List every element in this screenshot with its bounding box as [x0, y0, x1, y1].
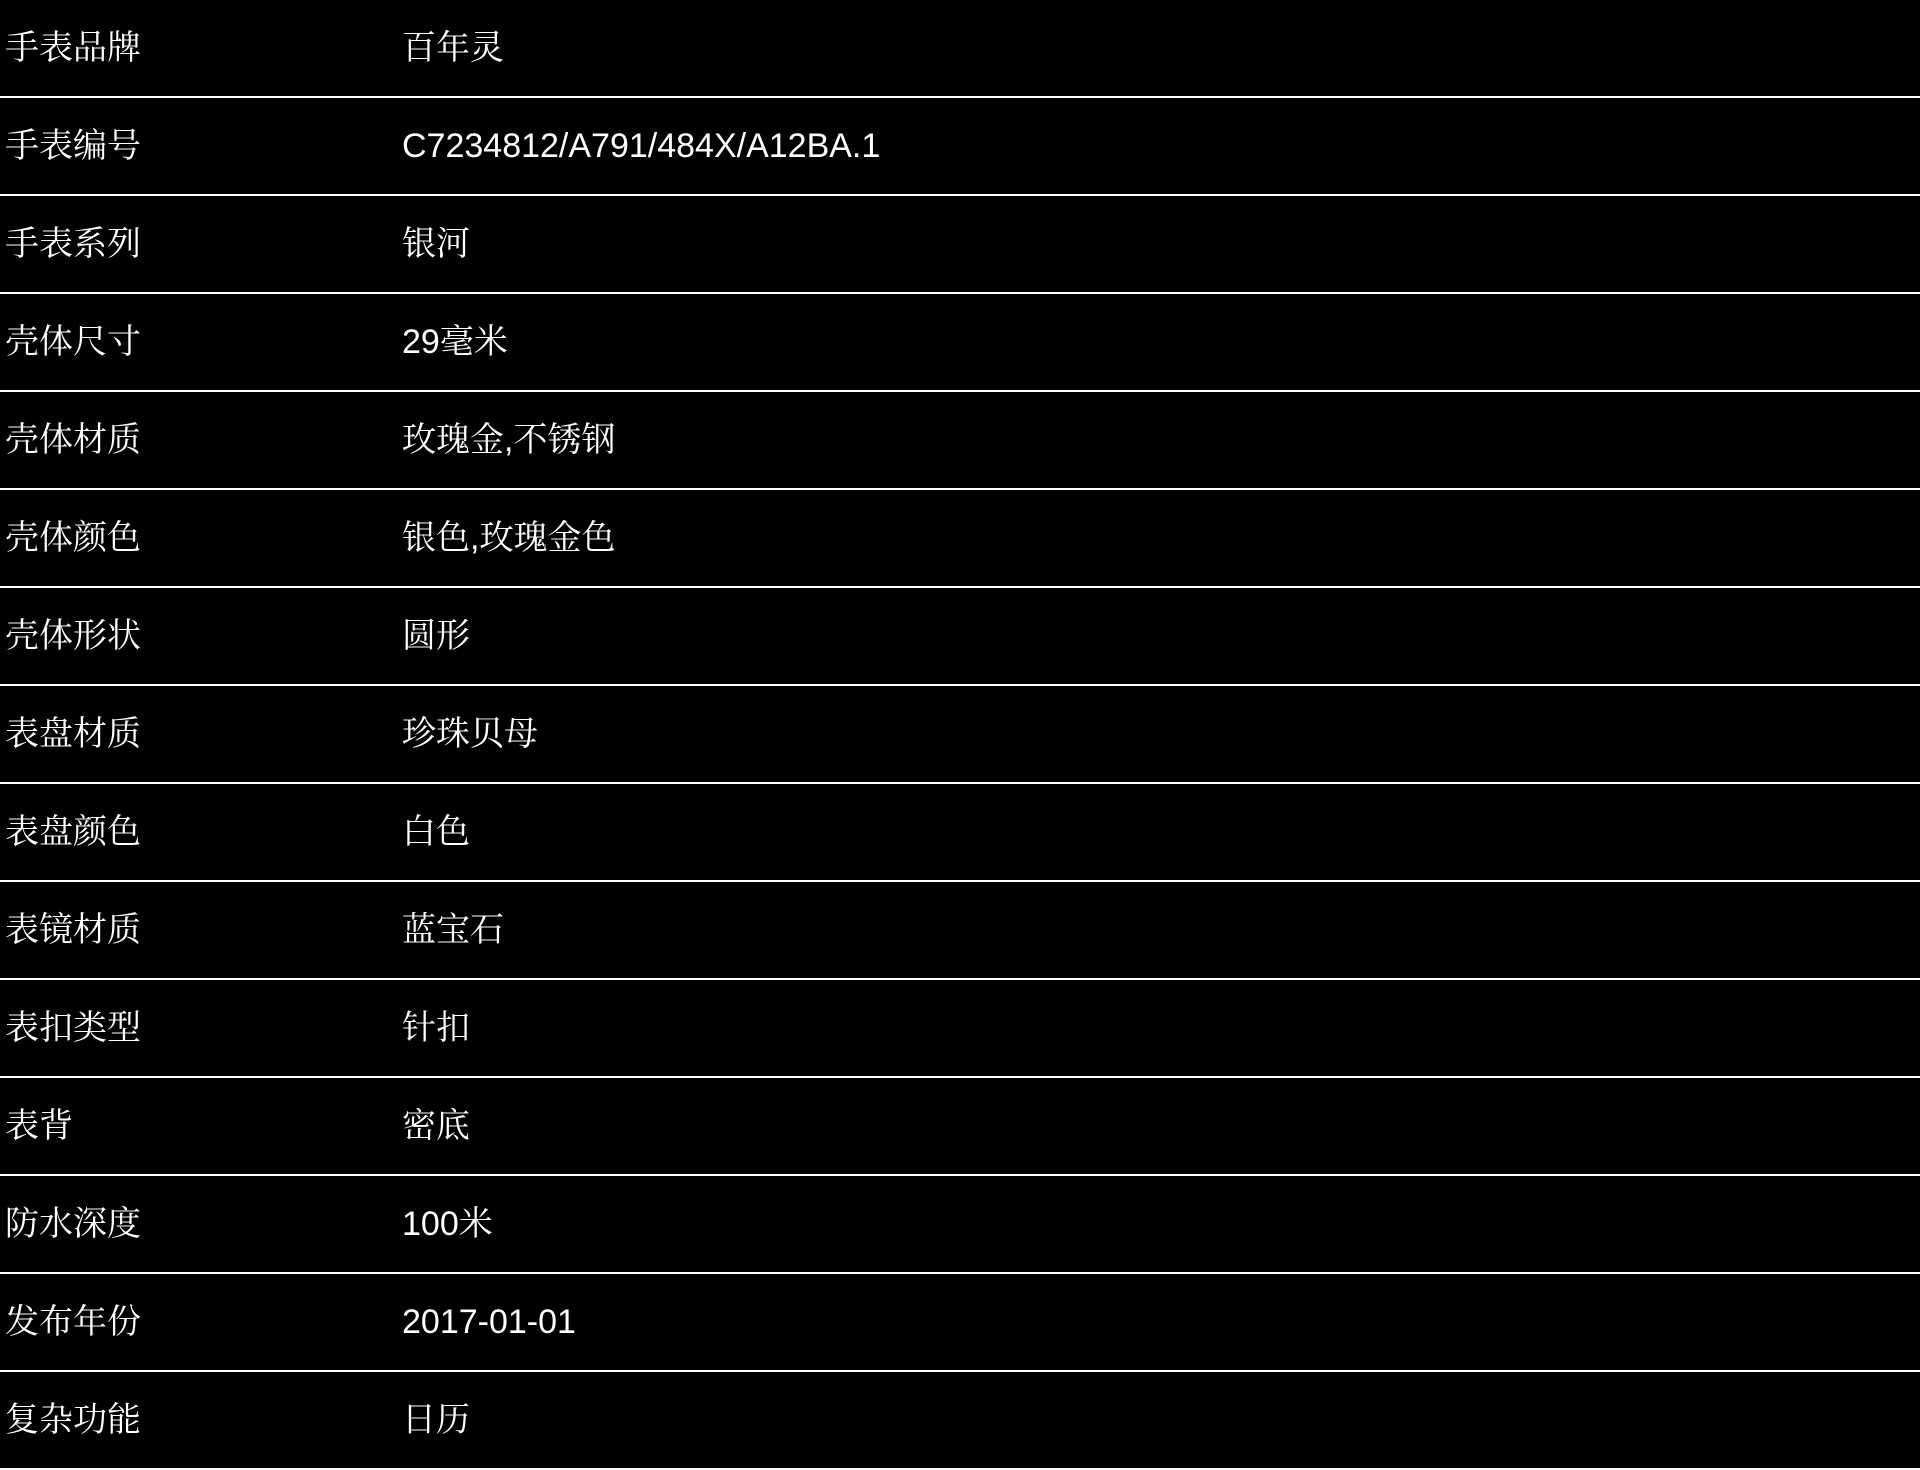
spec-value: 银河 — [402, 225, 470, 263]
spec-value: 100米 — [402, 1205, 493, 1243]
spec-label: 防水深度 — [5, 1205, 141, 1243]
spec-value: 日历 — [402, 1401, 470, 1439]
spec-label: 壳体尺寸 — [5, 323, 141, 361]
spec-label: 发布年份 — [5, 1303, 141, 1341]
spec-label: 壳体颜色 — [5, 519, 141, 557]
spec-label: 壳体材质 — [5, 421, 141, 459]
spec-row — [0, 588, 1920, 686]
spec-label: 表镜材质 — [5, 911, 141, 949]
spec-label: 表盘颜色 — [5, 813, 141, 851]
spec-row — [0, 294, 1920, 392]
spec-row — [0, 0, 1920, 98]
spec-row — [0, 980, 1920, 1078]
spec-row — [0, 1176, 1920, 1274]
spec-label: 表盘材质 — [5, 715, 141, 753]
spec-row — [0, 1372, 1920, 1470]
spec-row — [0, 686, 1920, 784]
spec-label: 壳体形状 — [5, 617, 141, 655]
spec-row — [0, 784, 1920, 882]
spec-value: C7234812/A791/484X/A12BA.1 — [402, 127, 881, 165]
spec-row — [0, 1078, 1920, 1176]
spec-value: 密底 — [402, 1107, 470, 1145]
spec-value: 百年灵 — [402, 29, 504, 67]
spec-value: 针扣 — [402, 1009, 470, 1047]
spec-value: 白色 — [402, 813, 470, 851]
spec-row — [0, 1274, 1920, 1372]
spec-label: 手表编号 — [5, 127, 141, 165]
spec-value: 玫瑰金,不锈钢 — [402, 421, 616, 459]
spec-label: 表背 — [5, 1107, 73, 1145]
spec-row — [0, 490, 1920, 588]
spec-row — [0, 98, 1920, 196]
spec-value: 圆形 — [402, 617, 470, 655]
spec-row — [0, 392, 1920, 490]
spec-label: 复杂功能 — [5, 1401, 141, 1439]
spec-value: 蓝宝石 — [402, 911, 504, 949]
spec-value: 2017-01-01 — [402, 1303, 576, 1341]
spec-label: 手表系列 — [5, 225, 141, 263]
spec-value: 29毫米 — [402, 323, 508, 361]
spec-label: 表扣类型 — [5, 1009, 141, 1047]
spec-label: 手表品牌 — [5, 29, 141, 67]
spec-row — [0, 882, 1920, 980]
spec-row — [0, 196, 1920, 294]
spec-value: 银色,玫瑰金色 — [402, 519, 616, 557]
spec-value: 珍珠贝母 — [402, 715, 538, 753]
